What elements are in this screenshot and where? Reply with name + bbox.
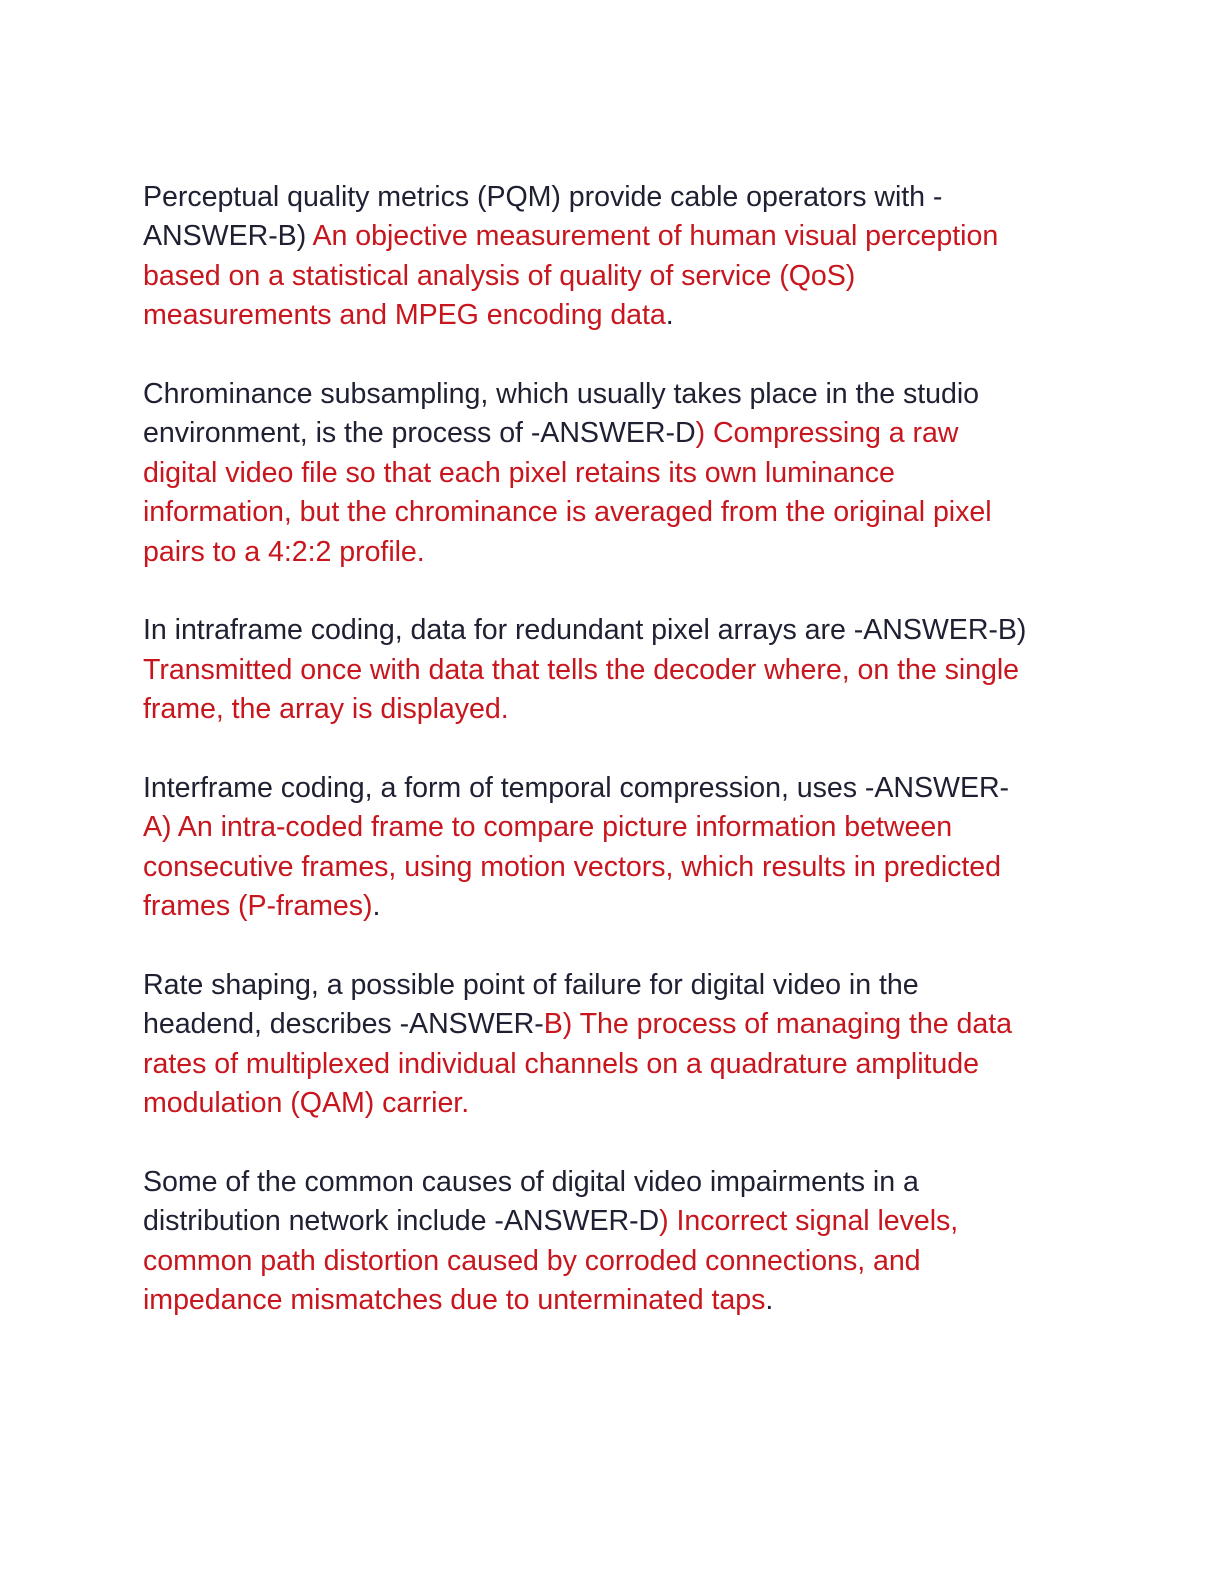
- answer-tail: .: [765, 1284, 774, 1317]
- answer-text: An objective measurement of human visual perception based on a statistical analysis of quality of service (QoS) measurements and MPEG encoding data: [143, 220, 999, 332]
- qa-item-3: [143, 611, 1083, 729]
- question-text: Chrominance subsampling, which usually takes place in the studio environment, is the process of -ANSWER-D: [143, 378, 980, 450]
- answer-text: ) Compressing a raw digital video file so that each pixel retains its own luminance information, but the chrominance is averaged from the original pixel pairs to a 4:2:2 profile.: [143, 417, 992, 568]
- document-page: [143, 178, 1083, 1360]
- answer-tail: .: [665, 299, 674, 332]
- question-text: In intraframe coding, data for redundant pixel arrays are -ANSWER-B): [143, 614, 1027, 647]
- qa-item-2: [143, 375, 1083, 572]
- qa-item-6: [143, 1163, 1083, 1321]
- qa-item-4: [143, 769, 1083, 927]
- question-text: Some of the common causes of digital video impairments in a distribution network include -ANSWER-D: [143, 1166, 919, 1238]
- answer-text: Transmitted once with data that tells the decoder where, on the single frame, the array is displayed.: [143, 653, 1019, 726]
- question-text: Interframe coding, a form of temporal compression, uses -ANSWER-: [143, 772, 1010, 805]
- question-text: Perceptual quality metrics (PQM) provide cable operators with - ANSWER-B): [143, 181, 943, 253]
- answer-text: B) The process of managing the data rates of multiplexed individual channels on a quadrature amplitude modulation (QAM) carrier.: [143, 1008, 1012, 1120]
- answer-text: ) Incorrect signal levels, common path distortion caused by corroded connections, and impedance mismatches due to unterminated taps: [143, 1205, 959, 1317]
- answer-text: A) An intra-coded frame to compare picture information between consecutive frames, using motion vectors, which results in predicted frames (P-frames): [143, 811, 1001, 923]
- qa-item-1: [143, 178, 1083, 336]
- question-text: Rate shaping, a possible point of failure for digital video in the headend, describes -ANSWER-: [143, 969, 919, 1041]
- qa-item-5: [143, 966, 1083, 1124]
- answer-tail: .: [372, 890, 381, 923]
